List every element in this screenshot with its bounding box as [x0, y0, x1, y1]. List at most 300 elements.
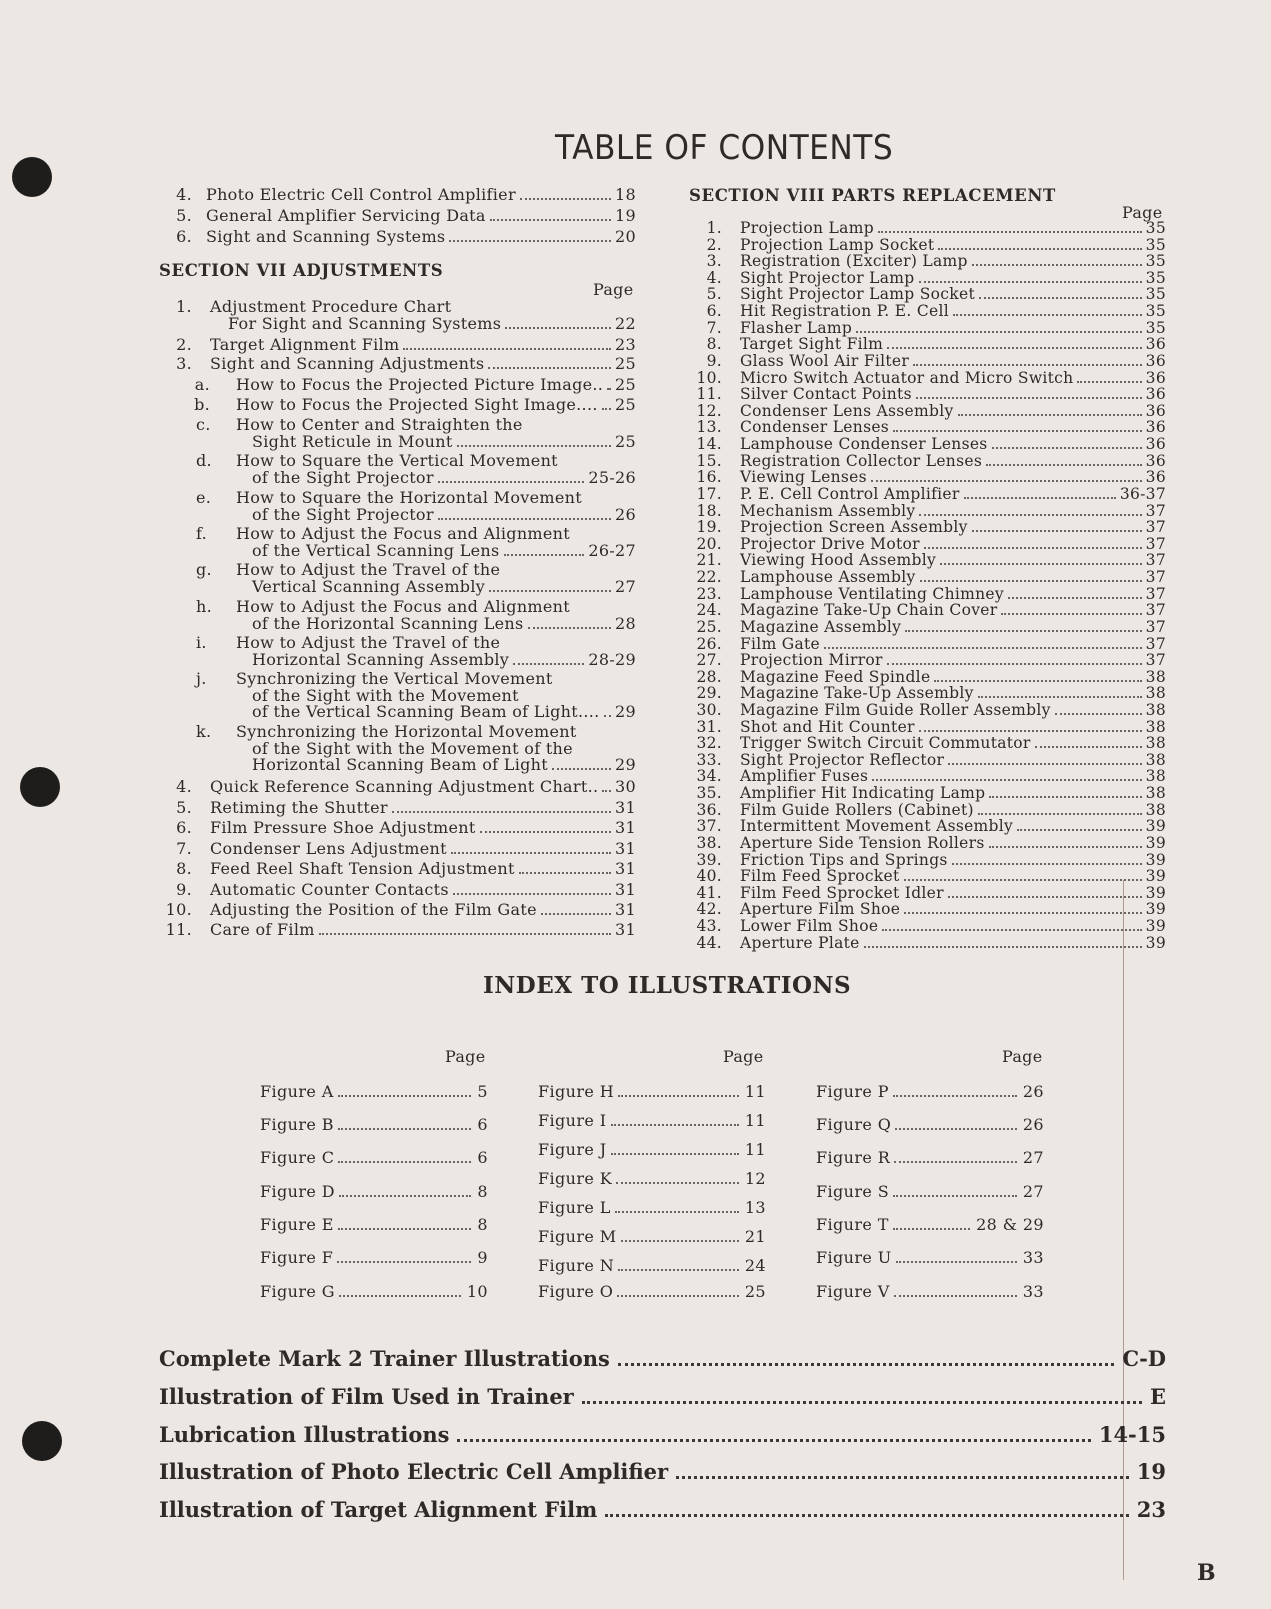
- entry-page: 38: [1145, 667, 1166, 686]
- toc-item: [180, 395, 636, 414]
- toc-item-continuation: [160, 314, 636, 333]
- dot-leader: [582, 1401, 1142, 1404]
- parts-item: [690, 751, 1166, 769]
- entry-page: 38: [1145, 767, 1166, 786]
- entry-title: General Amplifier Servicing Data: [206, 206, 486, 225]
- figure-label: Figure E: [260, 1215, 334, 1234]
- index-col2-item: [538, 1111, 766, 1130]
- figure-page: 11: [744, 1111, 766, 1130]
- dot-leader: [989, 846, 1142, 848]
- dot-leader: [964, 497, 1116, 499]
- toc-item-continuation: [180, 614, 636, 633]
- entry-page: 39: [1145, 833, 1166, 852]
- figure-page: 27: [1022, 1182, 1044, 1201]
- figure-label: Figure N: [538, 1256, 615, 1275]
- dot-leader: [520, 198, 611, 200]
- entry-title: of the Vertical Scanning Beam of Light....: [252, 702, 600, 721]
- figure-label: Figure K: [538, 1169, 613, 1188]
- entry-title: Sight Reticule in Mount: [252, 432, 453, 451]
- entry-page: 20: [615, 227, 636, 246]
- entry-title: Horizontal Scanning Beam of Light: [252, 755, 548, 774]
- entry-page: 36: [1145, 385, 1166, 404]
- entry-page: 23: [615, 335, 636, 354]
- entry-number: 7.: [176, 839, 192, 858]
- entry-number: 6.: [176, 227, 192, 246]
- dot-leader: [611, 1124, 739, 1126]
- entry-number: 12.: [696, 401, 722, 420]
- parts-item: [690, 352, 1166, 370]
- toc-item-continuation: [180, 702, 636, 721]
- entry-title-line: Adjustment Procedure Chart: [210, 297, 452, 316]
- dot-leader: [621, 1240, 739, 1242]
- parts-item: [690, 701, 1166, 719]
- entry-page: 18: [615, 185, 636, 204]
- entry-page: 35: [1145, 219, 1166, 237]
- entry-page: 36: [1145, 401, 1166, 420]
- figure-label: Figure Q: [816, 1115, 892, 1134]
- index-col2-item: [538, 1282, 766, 1301]
- dot-leader: [878, 231, 1142, 233]
- entry-page: 28-29: [588, 650, 636, 669]
- dot-leader: [505, 327, 611, 329]
- entry-title: Registration (Exciter) Lamp: [740, 252, 968, 271]
- entry-number: 39.: [696, 850, 722, 869]
- section-8-heading: SECTION VIII PARTS REPLACEMENT: [689, 186, 1056, 205]
- entry-title: Photo Electric Cell Control Amplifier: [206, 185, 516, 204]
- parts-item: [690, 319, 1166, 337]
- toc-item: [160, 798, 636, 817]
- entry-page: 36: [1145, 418, 1166, 437]
- entry-page: 25-26: [588, 468, 636, 487]
- figure-label: Figure V: [816, 1282, 890, 1301]
- entry-number: 42.: [696, 900, 722, 919]
- dot-leader: [604, 715, 612, 717]
- dot-leader: [1017, 829, 1142, 831]
- entry-number: 23.: [696, 584, 722, 603]
- index-col1-item: [260, 1215, 488, 1234]
- dot-leader: [919, 730, 1142, 732]
- dot-leader: [338, 1128, 471, 1130]
- entry-title: of the Vertical Scanning Lens: [252, 541, 500, 560]
- index-col2-item: [538, 1198, 766, 1217]
- entry-number: 3.: [706, 252, 722, 271]
- dot-leader: [605, 1514, 1128, 1517]
- parts-item: [690, 369, 1166, 387]
- entry-page: 36: [1145, 451, 1166, 470]
- figure-page: 11: [744, 1082, 766, 1101]
- dot-leader: [924, 547, 1142, 549]
- dot-leader: [871, 480, 1142, 482]
- dot-leader: [552, 768, 611, 770]
- index-col2-item: [538, 1256, 766, 1275]
- entry-title: How to Focus the Projected Sight Image....: [236, 395, 598, 414]
- entry-number: 10.: [165, 900, 192, 919]
- dot-leader: [893, 1228, 970, 1230]
- entry-number: 37.: [696, 817, 722, 836]
- entry-title: Target Sight Film: [740, 335, 884, 354]
- page-letter: B: [1197, 1560, 1216, 1586]
- toc-item-continuation: [180, 577, 636, 596]
- dot-leader: [451, 852, 611, 854]
- entry-number: 31.: [696, 717, 722, 736]
- entry-title: Condenser Lens Assembly: [740, 401, 954, 420]
- dot-leader: [338, 1095, 472, 1097]
- entry-page: 25: [615, 432, 636, 451]
- entry-number: 30.: [696, 700, 722, 719]
- entry-page: 36: [1145, 351, 1166, 370]
- index-heading: INDEX TO ILLUSTRATIONS: [483, 972, 852, 999]
- entry-title: Silver Contact Points: [740, 385, 912, 404]
- entry-title: Film Pressure Shoe Adjustment: [210, 818, 476, 837]
- binder-hole-middle: [20, 767, 60, 807]
- entry-title: Film Gate: [740, 634, 821, 653]
- entry-number: 41.: [696, 883, 722, 902]
- entry-title: Target Alignment Film: [210, 335, 400, 354]
- entry-page: 39: [1145, 933, 1166, 952]
- dot-leader: [989, 796, 1141, 798]
- entry-page: 31: [615, 880, 636, 899]
- entry-number: h.: [196, 597, 212, 616]
- parts-item: [690, 651, 1166, 669]
- parts-item: [690, 801, 1166, 819]
- parts-item: [690, 236, 1166, 254]
- dot-leader: [887, 663, 1142, 665]
- dot-leader: [856, 331, 1142, 333]
- parts-item: [690, 502, 1166, 520]
- dot-leader: [490, 219, 611, 221]
- dot-leader: [978, 813, 1142, 815]
- dot-leader: [958, 414, 1142, 416]
- entry-number: j.: [196, 669, 207, 688]
- entry-title: Glass Wool Air Filter: [740, 351, 910, 370]
- entry-number: 25.: [696, 617, 722, 636]
- entry-number: 34.: [696, 767, 722, 786]
- illustration-page: 14-15: [1098, 1422, 1166, 1447]
- parts-item: [690, 302, 1166, 320]
- entry-title: Aperture Side Tension Rollers: [740, 833, 985, 852]
- toc-item-continuation: [180, 755, 636, 774]
- entry-number: 8.: [706, 335, 722, 354]
- figure-label: Figure C: [260, 1148, 335, 1167]
- entry-number: 43.: [696, 917, 722, 936]
- dot-leader: [882, 929, 1141, 931]
- figure-page: 27: [1022, 1148, 1044, 1167]
- parts-item: [690, 435, 1166, 453]
- entry-number: 2.: [706, 235, 722, 254]
- dot-leader: [541, 913, 611, 915]
- entry-title-line: How to Square the Horizontal Movement: [236, 488, 582, 507]
- parts-item: [690, 767, 1166, 785]
- entry-title: Viewing Hood Assembly: [740, 551, 937, 570]
- dot-leader: [338, 1161, 471, 1163]
- entry-number: 16.: [696, 468, 722, 487]
- entry-page: 37: [1145, 617, 1166, 636]
- dot-leader: [1055, 713, 1142, 715]
- entry-page: 37: [1145, 551, 1166, 570]
- dot-leader: [338, 1228, 472, 1230]
- entry-number: 3.: [176, 354, 192, 373]
- illustration-page: 23: [1136, 1497, 1166, 1522]
- illustration-title: Illustration of Photo Electric Cell Amplifier: [159, 1459, 669, 1484]
- entry-page: 39: [1145, 817, 1166, 836]
- index-col3-item: [816, 1082, 1044, 1101]
- entry-page: 37: [1145, 501, 1166, 520]
- entry-number: 36.: [696, 800, 722, 819]
- figure-label: Figure T: [816, 1215, 889, 1234]
- entry-page: 35: [1145, 252, 1166, 271]
- parts-item: [690, 285, 1166, 303]
- entry-title-line: of the Sight with the Movement: [252, 686, 519, 705]
- dot-leader: [449, 240, 611, 242]
- parts-item: [690, 568, 1166, 586]
- entry-page: 29: [615, 702, 636, 721]
- figure-label: Figure J: [538, 1140, 607, 1159]
- entry-page: 39: [1145, 883, 1166, 902]
- entry-page: 31: [615, 920, 636, 939]
- entry-page: 37: [1145, 601, 1166, 620]
- entry-number: i.: [196, 633, 207, 652]
- entry-title: Lamphouse Assembly: [740, 568, 916, 587]
- illustration-item: [159, 1497, 1166, 1522]
- figure-page: 28 & 29: [976, 1215, 1044, 1234]
- entry-page: 27: [615, 577, 636, 596]
- entry-title: Magazine Assembly: [740, 617, 902, 636]
- dot-leader: [676, 1476, 1129, 1479]
- dot-leader: [611, 1153, 739, 1155]
- entry-title: Care of Film: [210, 920, 315, 939]
- entry-title: Quick Reference Scanning Adjustment Chart..: [210, 777, 599, 796]
- parts-item: [690, 734, 1166, 752]
- dot-leader: [893, 1195, 1017, 1197]
- entry-title: Adjusting the Position of the Film Gate: [210, 900, 537, 919]
- entry-number: 7.: [706, 318, 722, 337]
- dot-leader: [904, 879, 1142, 881]
- parts-item: [690, 485, 1166, 503]
- index-col3-item: [816, 1148, 1044, 1167]
- entry-number: 24.: [696, 601, 722, 620]
- entry-title: of the Sight Projector: [252, 468, 434, 487]
- entry-number: 5.: [176, 206, 192, 225]
- dot-leader: [602, 408, 611, 410]
- entry-title-line: of the Sight with the Movement of the: [252, 739, 573, 758]
- entry-title: Magazine Film Guide Roller Assembly: [740, 700, 1051, 719]
- dot-leader: [617, 1295, 739, 1297]
- dot-leader: [453, 893, 611, 895]
- figure-label: Figure B: [260, 1115, 334, 1134]
- entry-number: 26.: [696, 634, 722, 653]
- figure-page: 8: [477, 1182, 488, 1201]
- toc-item-continuation: [180, 650, 636, 669]
- dot-leader: [893, 430, 1142, 432]
- toc-item: [160, 354, 636, 373]
- entry-page: 19: [615, 206, 636, 225]
- figure-page: 33: [1022, 1282, 1044, 1301]
- dot-leader: [1077, 381, 1141, 383]
- entry-page: 26: [615, 505, 636, 524]
- parts-item: [690, 468, 1166, 486]
- figure-page: 9: [477, 1248, 488, 1267]
- dot-leader: [339, 1295, 461, 1297]
- entry-page: 36: [1145, 368, 1166, 387]
- dot-leader: [904, 912, 1141, 914]
- dot-leader: [1035, 746, 1142, 748]
- dot-leader: [979, 297, 1142, 299]
- entry-number: 14.: [696, 435, 722, 454]
- entry-title: of the Horizontal Scanning Lens: [252, 614, 524, 633]
- dot-leader: [894, 1295, 1017, 1297]
- entry-number: 5.: [176, 798, 192, 817]
- entry-title-line: How to Center and Straighten the: [236, 415, 523, 434]
- entry-page: 25: [615, 395, 636, 414]
- figure-label: Figure R: [816, 1148, 891, 1167]
- section-7-heading: SECTION VII ADJUSTMENTS: [159, 261, 444, 280]
- entry-number: 44.: [696, 933, 722, 952]
- parts-item: [690, 934, 1166, 952]
- parts-item: [690, 900, 1166, 918]
- index-col1-item: [260, 1182, 488, 1201]
- parts-item: [690, 817, 1166, 835]
- index-col3-item: [816, 1115, 1044, 1134]
- figure-label: Figure S: [816, 1182, 890, 1201]
- index-col2-page-label: Page: [723, 1047, 764, 1066]
- toc-item-continuation: [180, 541, 636, 560]
- toc-item: [160, 185, 636, 204]
- entry-page: 38: [1145, 734, 1166, 753]
- entry-title: For Sight and Scanning Systems: [228, 314, 502, 333]
- parts-item: [690, 402, 1166, 420]
- entry-page: 31: [615, 900, 636, 919]
- entry-title: Projection Mirror: [740, 651, 883, 670]
- index-col1-item: [260, 1248, 488, 1267]
- entry-page: 36: [1145, 468, 1166, 487]
- entry-title: Sight Projector Reflector: [740, 750, 945, 769]
- entry-number: 20.: [696, 534, 722, 553]
- entry-page: 35: [1145, 302, 1166, 321]
- illustration-item: [159, 1346, 1166, 1371]
- entry-number: 9.: [706, 351, 722, 370]
- binder-hole-top: [12, 157, 52, 197]
- entry-number: 28.: [696, 667, 722, 686]
- entry-page: 38: [1145, 750, 1166, 769]
- entry-title: Condenser Lenses: [740, 418, 890, 437]
- parts-item: [690, 335, 1166, 353]
- entry-page: 29: [615, 755, 636, 774]
- entry-title: Aperture Film Shoe: [740, 900, 901, 919]
- entry-number: 4.: [176, 185, 192, 204]
- entry-page: 31: [615, 859, 636, 878]
- toc-item: [160, 206, 636, 225]
- figure-page: 33: [1022, 1248, 1044, 1267]
- figure-page: 6: [477, 1148, 488, 1167]
- parts-item: [690, 551, 1166, 569]
- entry-number: 35.: [696, 784, 722, 803]
- entry-page: 38: [1145, 700, 1166, 719]
- entry-number: b.: [194, 395, 210, 414]
- dot-leader: [403, 348, 611, 350]
- dot-leader: [519, 872, 611, 874]
- figure-label: Figure M: [538, 1227, 617, 1246]
- section-8-page-label: Page: [1122, 203, 1163, 222]
- figure-page: 10: [466, 1282, 488, 1301]
- toc-item: [160, 920, 636, 939]
- figure-page: 13: [744, 1198, 766, 1217]
- entry-number: 38.: [696, 833, 722, 852]
- index-col3-item: [816, 1248, 1044, 1267]
- figure-page: 21: [744, 1227, 766, 1246]
- entry-page: 39: [1145, 850, 1166, 869]
- index-col1-page-label: Page: [445, 1047, 486, 1066]
- entry-title: Flasher Lamp: [740, 318, 853, 337]
- dot-leader: [528, 627, 611, 629]
- dot-leader: [513, 663, 584, 665]
- dot-leader: [893, 1095, 1017, 1097]
- figure-label: Figure F: [260, 1248, 334, 1267]
- dot-leader: [919, 514, 1141, 516]
- illustration-title: Illustration of Film Used in Trainer: [159, 1384, 574, 1409]
- entry-title: Condenser Lens Adjustment: [210, 839, 447, 858]
- index-col2-item: [538, 1082, 766, 1101]
- parts-item: [690, 418, 1166, 436]
- dot-leader: [948, 763, 1141, 765]
- entry-number: 10.: [696, 368, 722, 387]
- entry-title: Lower Film Shoe: [740, 917, 879, 936]
- entry-title-line: Synchronizing the Vertical Movement: [236, 669, 553, 688]
- dot-leader: [913, 364, 1142, 366]
- dot-leader: [457, 1439, 1090, 1442]
- binder-hole-bottom: [22, 1421, 62, 1461]
- entry-title: Vertical Scanning Assembly: [252, 577, 486, 596]
- entry-number: 8.: [176, 859, 192, 878]
- entry-page: 37: [1145, 568, 1166, 587]
- dot-leader: [934, 680, 1141, 682]
- entry-number: 4.: [176, 777, 192, 796]
- dot-leader: [488, 367, 611, 369]
- entry-page: 38: [1145, 800, 1166, 819]
- figure-page: 5: [477, 1082, 488, 1101]
- entry-title-line: How to Adjust the Travel of the: [236, 560, 501, 579]
- entry-title-line: How to Square the Vertical Movement: [236, 451, 558, 470]
- dot-leader: [618, 1095, 739, 1097]
- entry-number: e.: [196, 488, 212, 507]
- dot-leader: [457, 445, 611, 447]
- figure-label: Figure I: [538, 1111, 607, 1130]
- parts-item: [690, 535, 1166, 553]
- parts-item: [690, 867, 1166, 885]
- parts-item: [690, 635, 1166, 653]
- entry-title: Viewing Lenses: [740, 468, 867, 487]
- toc-item: [160, 335, 636, 354]
- parts-item: [690, 834, 1166, 852]
- figure-label: Figure G: [260, 1282, 335, 1301]
- entry-number: 5.: [706, 285, 722, 304]
- dot-leader: [972, 530, 1142, 532]
- parts-item: [690, 585, 1166, 603]
- toc-item-continuation: [180, 468, 636, 487]
- entry-number: 40.: [696, 867, 722, 886]
- toc-item: [160, 880, 636, 899]
- page-title: TABLE OF CONTENTS: [555, 128, 894, 168]
- dot-leader: [615, 1211, 739, 1213]
- dot-leader: [948, 896, 1142, 898]
- entry-title: Registration Collector Lenses: [740, 451, 983, 470]
- entry-title: Projector Drive Motor: [740, 534, 920, 553]
- entry-number: 1.: [706, 219, 722, 237]
- entry-number: a.: [194, 375, 210, 394]
- entry-title-line: Synchronizing the Horizontal Movement: [236, 722, 577, 741]
- entry-page: 37: [1145, 651, 1166, 670]
- figure-label: Figure O: [538, 1282, 614, 1301]
- entry-title: Feed Reel Shaft Tension Adjustment: [210, 859, 515, 878]
